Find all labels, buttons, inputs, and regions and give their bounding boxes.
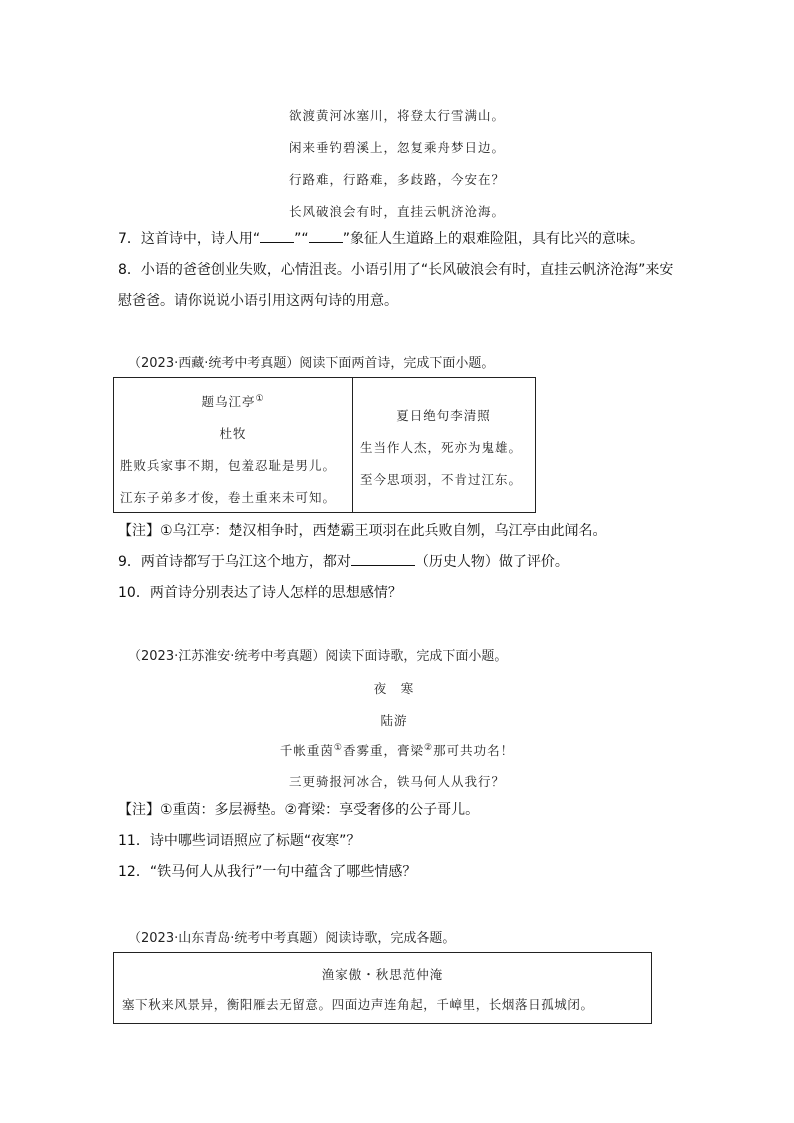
section-source: （2023·西藏·统考中考真题）阅读下面两首诗，完成下面小题。 xyxy=(128,356,495,371)
poem-line: 江东子弟多才俊，卷土重来未可知。 xyxy=(120,490,337,505)
poem-line: 闲来垂钓碧溪上，忽复乘舟梦日边。 xyxy=(288,140,505,155)
poem-title: 渔家傲・秋思范仲淹 xyxy=(321,967,444,982)
answer-blank[interactable] xyxy=(260,230,294,243)
question-8-line2: 慰爸爸。请你说说小语引用这两句诗的用意。 xyxy=(118,293,398,309)
poem-line: 生当作人杰，死亦为鬼雄。 xyxy=(360,440,523,455)
question-7 xyxy=(118,229,644,249)
question-11: 11．诗中哪些词语照应了标题“夜寒”？ xyxy=(118,833,361,849)
q7-text-a: 7．这首诗中，诗人用“ xyxy=(118,231,261,247)
poem-line: 至今思项羽，不肯过江东。 xyxy=(360,472,523,487)
poem-line: 行路难，行路难，多歧路，今安在？ xyxy=(288,172,505,187)
poem-line: 长风破浪会有时，直挂云帆济沧海。 xyxy=(288,204,505,219)
poem-author: 杜牧 xyxy=(219,426,247,441)
answer-blank[interactable] xyxy=(309,230,343,243)
section-source: （2023·山东青岛·统考中考真题）阅读诗歌，完成各题。 xyxy=(128,931,456,946)
section-source: （2023·江苏淮安·统考中考真题）阅读下面诗歌，完成下面小题。 xyxy=(128,649,508,664)
poem-title: 夜 寒 xyxy=(373,681,415,696)
poem-line: 千帐重茵①香雾重，膏梁②那可共功名！ xyxy=(279,742,515,758)
poem-line: 三更骑报河冰合，铁马何人从我行？ xyxy=(288,774,505,789)
question-12: 12．“铁马何人从我行”一句中蕴含了哪些情感？ xyxy=(118,864,417,880)
question-9: 9．两首诗都写于乌江这个地方，都对 （历史人物）做了评价。 xyxy=(118,554,569,570)
q7-text-b: ”“ xyxy=(294,231,309,247)
poem-line: 塞下秋来风景异，衡阳雁去无留意。四面边声连角起，千嶂里，长烟落日孤城闭。 xyxy=(122,997,594,1012)
poem-line: 胜败兵家事不期，包羞忍耻是男儿。 xyxy=(120,458,337,473)
poem-title: 题乌江亭① xyxy=(201,393,265,409)
poem-title: 夏日绝句李清照 xyxy=(396,408,491,423)
note: 【注】①乌江亭：楚汉相争时，西楚霸王项羽在此兵败自刎，乌江亭由此闻名。 xyxy=(118,523,607,539)
q7-text-c: ”象征人生道路上的艰难险阻，具有比兴的意味。 xyxy=(342,231,644,247)
poem-table xyxy=(113,377,536,513)
note: 【注】①重茵：多层褥垫。②膏梁：享受奢侈的公子哥儿。 xyxy=(118,802,480,818)
question-8-line1: 8．小语的爸爸创业失败，心情沮丧。小语引用了“长风破浪会有时，直挂云帆济沧海”来安 xyxy=(118,262,674,278)
poem-line: 欲渡黄河冰塞川，将登太行雪满山。 xyxy=(288,108,505,123)
poem-author: 陆游 xyxy=(380,713,408,728)
answer-blank[interactable] xyxy=(351,553,415,566)
question-10: 10．两首诗分别表达了诗人怎样的思想感情？ xyxy=(118,585,402,601)
table-divider xyxy=(352,378,353,512)
poem-box xyxy=(113,952,652,1024)
